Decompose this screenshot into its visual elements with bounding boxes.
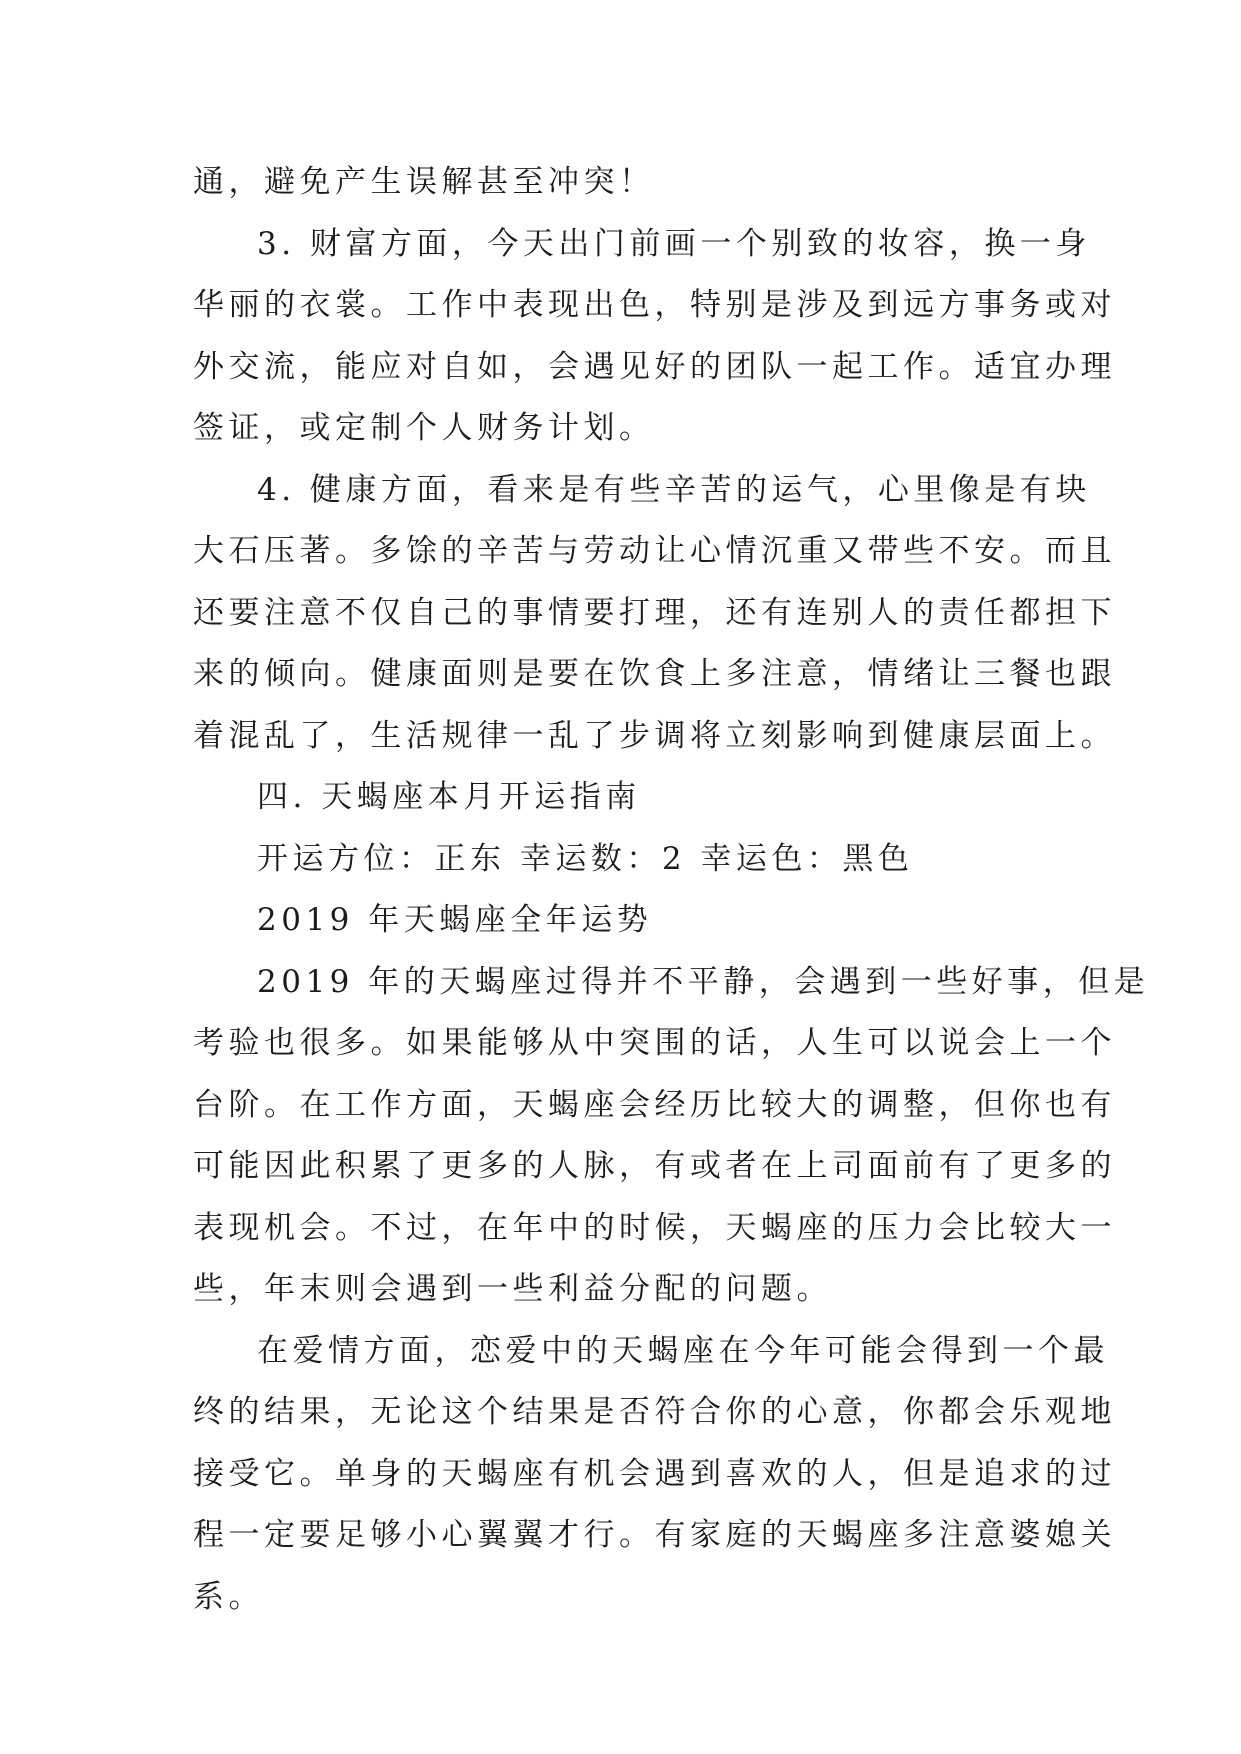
text-line: 还要注意不仅自己的事情要打理，还有连别人的责任都担下 bbox=[193, 594, 1116, 631]
text-line: 程一定要足够小心翼翼才行。有家庭的天蝎座多注意婆媳关 bbox=[193, 1517, 1116, 1553]
text-line: 来的倾向。健康面则是要在饮食上多注意，情绪让三餐也跟 bbox=[193, 656, 1116, 692]
text-line: 可能因此积累了更多的人脉，有或者在上司面前有了更多的 bbox=[193, 1148, 1116, 1184]
text-line: 签证，或定制个人财务计划。 bbox=[193, 410, 655, 446]
text-line: 3. 财富方面，今天出门前画一个别致的妆容，换一身 bbox=[257, 225, 1091, 262]
text-line: 通，避免产生误解甚至冲突！ bbox=[193, 164, 655, 200]
text-line: 表现机会。不过，在年中的时候，天蝎座的压力会比较大一 bbox=[193, 1209, 1116, 1246]
text-line: 华丽的衣裳。工作中表现出色，特别是涉及到远方事务或对 bbox=[193, 287, 1116, 323]
text-line: 台阶。在工作方面，天蝎座会经历比较大的调整，但你也有 bbox=[193, 1086, 1116, 1123]
text-line: 考验也很多。如果能够从中突围的话，人生可以说会上一个 bbox=[193, 1025, 1116, 1061]
text-line: 些，年末则会遇到一些利益分配的问题。 bbox=[193, 1271, 832, 1307]
text-line: 大石压著。多馀的辛苦与劳动让心情沉重又带些不安。而且 bbox=[193, 533, 1116, 569]
text-line: 在爱情方面，恋爱中的天蝎座在今年可能会得到一个最 bbox=[257, 1332, 1109, 1369]
text-line: 系。 bbox=[193, 1578, 264, 1615]
text-line: 四. 天蝎座本月开运指南 bbox=[257, 779, 641, 815]
text-line: 4. 健康方面，看来是有些辛苦的运气，心里像是有块 bbox=[257, 471, 1091, 508]
text-line: 开运方位：正东 幸运数：2 幸运色：黑色 bbox=[257, 840, 914, 877]
document-body bbox=[193, 152, 1150, 1628]
text-line: 2019 年天蝎座全年运势 bbox=[257, 902, 653, 938]
text-line: 接受它。单身的天蝎座有机会遇到喜欢的人，但是追求的过 bbox=[193, 1455, 1116, 1492]
text-line: 着混乱了，生活规律一乱了步调将立刻影响到健康层面上。 bbox=[193, 717, 1116, 754]
text-line: 终的结果，无论这个结果是否符合你的心意，你都会乐观地 bbox=[193, 1394, 1116, 1430]
text-line: 外交流，能应对自如，会遇见好的团队一起工作。适宜办理 bbox=[193, 348, 1116, 385]
text-line: 2019 年的天蝎座过得并不平静，会遇到一些好事，但是 bbox=[257, 963, 1150, 1000]
